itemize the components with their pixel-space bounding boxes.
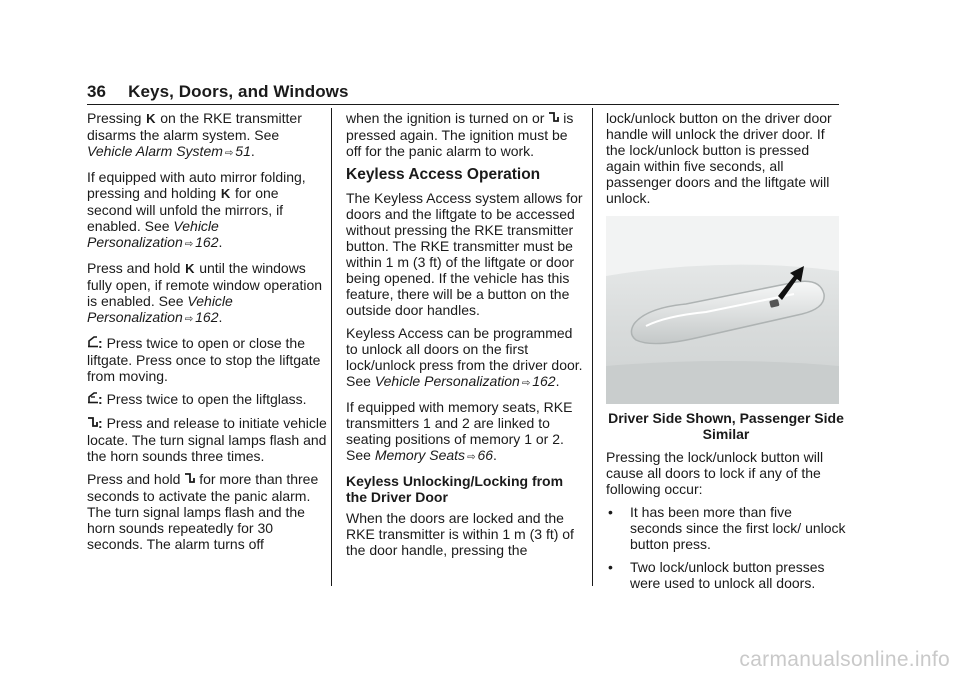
column-divider [331, 108, 332, 586]
label: : [98, 391, 103, 407]
column-2 [346, 110, 586, 565]
text: for one second will unfold the mirrors, if enabled. See [87, 185, 284, 234]
text: . [218, 234, 223, 250]
page-arrow-icon: ⇨ [224, 148, 234, 159]
liftglass-icon [87, 391, 98, 408]
column-3 [606, 110, 846, 598]
text: Press twice to open the liftglass. [106, 391, 307, 407]
vehicle-locate-icon [548, 110, 559, 127]
paragraph [87, 260, 327, 328]
paragraph [87, 169, 327, 253]
label: : [98, 335, 103, 351]
text: . [218, 309, 223, 325]
watermark: carmanualsonline.info [739, 648, 950, 671]
remote-start-icon: K [146, 111, 156, 126]
cross-reference-link[interactable]: Vehicle Personalization ⇨ 162 [87, 218, 219, 250]
paragraph: The Keyless Access system allows for doors and the liftgate to be accessed without pressing the RKE transmitter button. The RKE transmitter must be within 1 m (3 ft) of the liftgate or door being opened. If the vehicle has this feature, there will be a button on the outside door handles. [346, 190, 583, 318]
label: : [98, 415, 103, 431]
text: Keyless Access can be programmed to unlock all doors on the first lock/unlock press from the driver door. See [346, 325, 583, 389]
page-arrow-icon: ⇨ [467, 452, 476, 463]
paragraph [346, 399, 586, 466]
text: If equipped with auto mirror folding, pressing and holding [87, 169, 306, 201]
text: for more than three seconds to activate the panic alarm. The turn signal lamps flash and the horn sounds repeatedly for 30 seconds. The alarm turns off [87, 471, 319, 552]
paragraph [87, 415, 327, 464]
remote-start-icon: K [220, 186, 231, 201]
paragraph [87, 110, 327, 162]
text: . [493, 447, 497, 463]
list-item [606, 559, 846, 591]
text: Two lock/unlock button presses were used to unlock all doors. [630, 559, 825, 591]
cross-reference-link[interactable]: Vehicle Alarm System ⇨ 51 [87, 143, 251, 159]
text: is pressed again. The ignition must be off for the panic alarm to work. [346, 110, 574, 159]
vehicle-locate-icon [184, 471, 195, 488]
paragraph [87, 471, 327, 552]
paragraph: Pressing the lock/unlock button will cause all doors to lock if any of the following occur: [606, 449, 824, 497]
text: when the ignition is turned on or [346, 110, 545, 126]
figure-caption: Driver Side Shown, Passenger Side Similar [608, 410, 844, 442]
page-arrow-icon: ⇨ [184, 314, 194, 325]
liftgate-icon [87, 335, 98, 352]
remote-start-icon: K [185, 261, 195, 276]
cross-reference-link[interactable]: Memory Seats ⇨ 66 [374, 447, 494, 463]
text: . [555, 373, 560, 389]
cross-reference-link[interactable]: Vehicle Personalization ⇨ 162 [374, 373, 556, 389]
door-handle-photo [606, 216, 839, 404]
text: Press and release to initiate vehicle locate. The turn signal lamps flash and the horn sounds three times. [87, 415, 327, 464]
door-handle-illustration [606, 216, 839, 404]
text: Press and hold [87, 471, 181, 487]
paragraph: lock/unlock button on the driver door handle will unlock the driver door. If the lock/unlock button is pressed again within five seconds, all passenger doors and the liftgate will unlock. [606, 110, 832, 206]
text: Pressing [87, 110, 142, 126]
text: If equipped with memory seats, RKE transmitters 1 and 2 are linked to seating positions of memory 1 or 2. See [346, 399, 573, 463]
paragraph [346, 325, 586, 392]
cross-reference-link[interactable]: Vehicle Personalization ⇨ 162 [87, 293, 233, 325]
text: It has been more than five seconds since the first lock/ unlock button press. [630, 504, 846, 552]
page-arrow-icon: ⇨ [521, 378, 531, 389]
paragraph: When the doors are locked and the RKE transmitter is within 1 m (3 ft) of the door handle, pressing the [346, 510, 574, 558]
column-1 [87, 110, 327, 559]
column-divider [592, 108, 593, 586]
vehicle-locate-icon [87, 415, 98, 432]
section-heading: Keyless Access Operation [346, 166, 541, 183]
header-divider [87, 104, 839, 105]
bullet-icon: • [608, 559, 613, 575]
paragraph [87, 391, 327, 408]
section-title: Keys, Doors, and Windows [128, 82, 349, 101]
bullet-icon: • [608, 504, 613, 520]
page-arrow-icon: ⇨ [184, 239, 194, 250]
paragraph [87, 335, 327, 384]
text: on the RKE transmitter disarms the alarm system. See [87, 110, 302, 143]
page-number: 36 [87, 82, 107, 101]
text: Press twice to open or close the liftgate. Press once to stop the liftgate from moving. [87, 335, 321, 384]
text: until the windows fully open, if remote window operation is enabled. See [87, 260, 323, 309]
text: Press and hold [87, 260, 181, 276]
page-header [87, 82, 349, 102]
subsection-heading: Keyless Unlocking/Locking from the Driver Door [346, 473, 564, 505]
paragraph [346, 110, 586, 159]
list-item [606, 504, 846, 552]
text: . [250, 143, 255, 159]
